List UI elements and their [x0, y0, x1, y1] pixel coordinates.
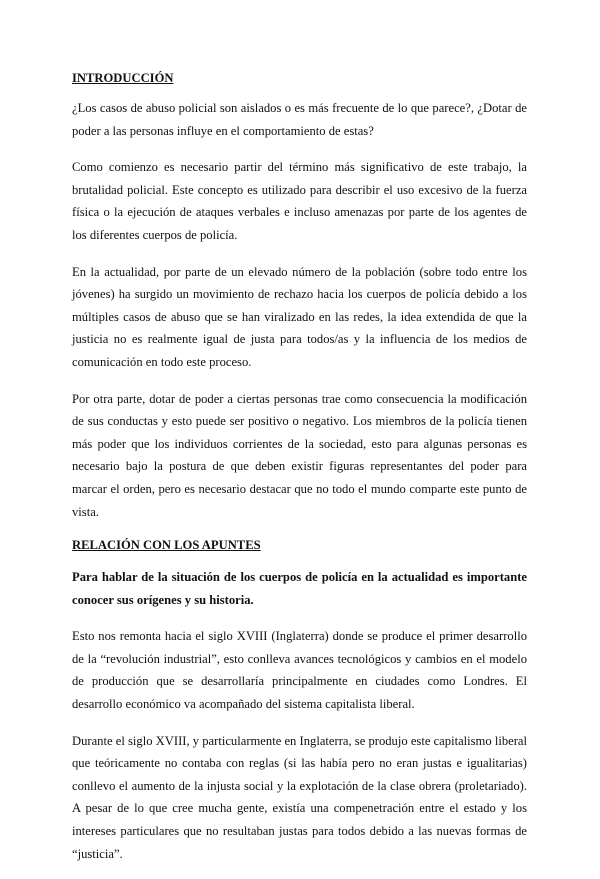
section-paragraph-1: Esto nos remonta hacia el siglo XVIII (Inglaterra) donde se produce el primer desarrollo de la “revolución industrial”, esto conlleva avances tecnológicos y cambios en el modelo de producción que se desarrollaría principalmente en ciudades como Londres. El desarrollo económico va acompañado del sistema capitalista liberal. [72, 629, 527, 712]
intro-paragraph-1: ¿Los casos de abuso policial son aislados o es más frecuente de lo que parece?, ¿Dotar de poder a las personas influye en el comportamiento de estas? [72, 101, 527, 138]
section-lead-paragraph: Para hablar de la situación de los cuerpos de policía en la actualidad es importante conocer sus orígenes y su historia. [72, 570, 527, 607]
intro-paragraph-3: En la actualidad, por parte de un elevado número de la población (sobre todo entre los jóvenes) ha surgido un movimiento de rechazo hacia los cuerpos de policía debido a los múltiples casos de abuso que se han viralizado en las redes, la idea extendida de que la justicia no es realmente igual de justa para todos/as y la influencia de los medios de comunicación en todo este proceso. [72, 264, 527, 369]
section-paragraph-2: Durante el siglo XVIII, y particularmente en Inglaterra, se produjo este capitalismo liberal que teóricamente no contaba con reglas (si las había pero no eran justas e igualitarias) conllevo el aumento de la injusta social y la explotación de la clase obrera (proletariado). A pesar de lo que cree mucha gente, existía una compenetración entre el estado y los intereses particulares que no resultaban justas para todos debido a las nuevas formas de “justicia”. [72, 733, 527, 861]
introduction-heading: INTRODUCCIÓN [72, 71, 174, 85]
intro-paragraph-4: Por otra parte, dotar de poder a ciertas personas trae como consecuencia la modificación de sus conductas y esto puede ser positivo o negativo. Los miembros de la policía tienen más poder que los individuos corrientes de la sociedad, esto para algunas personas es necesario bajo la postura de que deben existir figuras representantes del poder para marcar el orden, pero es necesario destacar que no todo el mundo comparte este punto de vista. [72, 391, 527, 519]
intro-paragraph-2: Como comienzo es necesario partir del término más significativo de este trabajo, la brutalidad policial. Este concepto es utilizado para describir el uso excesivo de la fuerza física o la ejecución de ataques verbales e incluso amenazas por parte de los agentes de los diferentes cuerpos de policía. [72, 160, 527, 242]
section-heading: RELACIÓN CON LOS APUNTES [72, 538, 261, 553]
document-page [72, 70, 527, 879]
